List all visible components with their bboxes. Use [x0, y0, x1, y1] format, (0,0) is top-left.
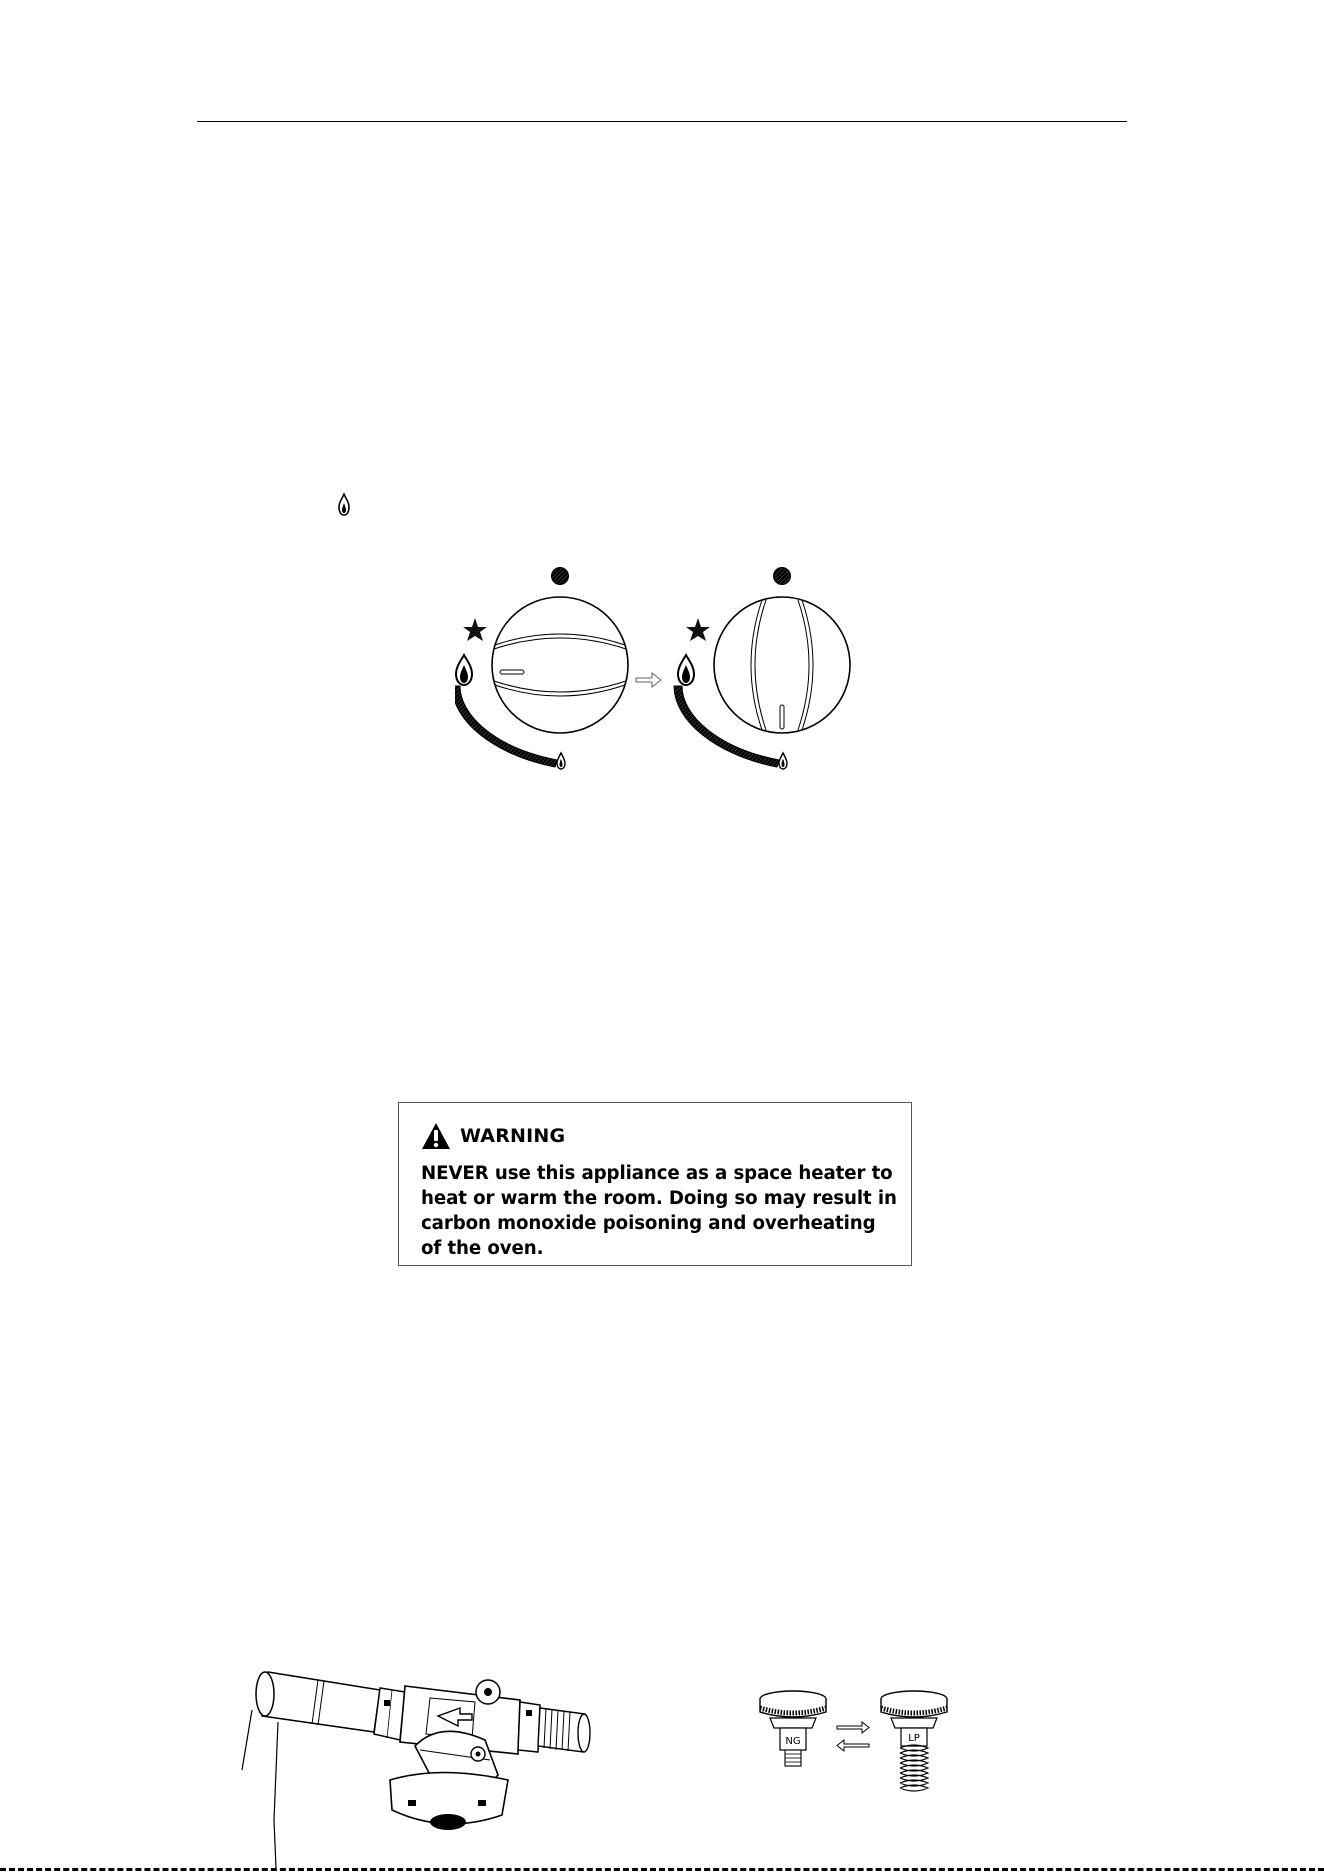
- knob-before: [455, 568, 628, 770]
- warning-header: [421, 1121, 565, 1151]
- large-flame-icon: [456, 655, 472, 685]
- warning-title: WARNING: [460, 1125, 566, 1147]
- header-rule: [197, 121, 1127, 122]
- warning-text: NEVER use this appliance as a space heater to heat or warm the room. Doing so may result in carbon monoxide poisoning and overheating of the oven.: [421, 1163, 897, 1259]
- spring: [900, 1745, 928, 1791]
- gas-valve-illustration: [240, 1650, 610, 1870]
- large-flame-icon: [678, 655, 694, 685]
- knob-pointer: [780, 705, 784, 729]
- knob-pointer: [500, 670, 524, 674]
- lp-label: LP: [908, 1733, 920, 1744]
- ng-cap: [760, 1691, 826, 1766]
- lp-cap: [881, 1691, 947, 1791]
- regulator-swap-illustration: [750, 1688, 960, 1800]
- arrow-right-icon: [636, 673, 661, 687]
- off-dot-icon: [552, 568, 569, 585]
- ignition-star-icon: [463, 618, 487, 641]
- swap-arrows-icon: [837, 1722, 869, 1751]
- small-flame-icon: [337, 493, 351, 517]
- warning-box: [398, 1102, 912, 1266]
- ignition-star-icon: [686, 618, 710, 641]
- small-flame-icon: [779, 753, 787, 769]
- warning-triangle-icon: [421, 1122, 451, 1150]
- small-flame-icon: [557, 753, 565, 769]
- knob-diagram: [455, 560, 875, 780]
- ng-label: NG: [785, 1736, 801, 1747]
- off-dot-icon: [774, 568, 791, 585]
- knob-after: [674, 568, 850, 770]
- footer-rule: [0, 1868, 1324, 1871]
